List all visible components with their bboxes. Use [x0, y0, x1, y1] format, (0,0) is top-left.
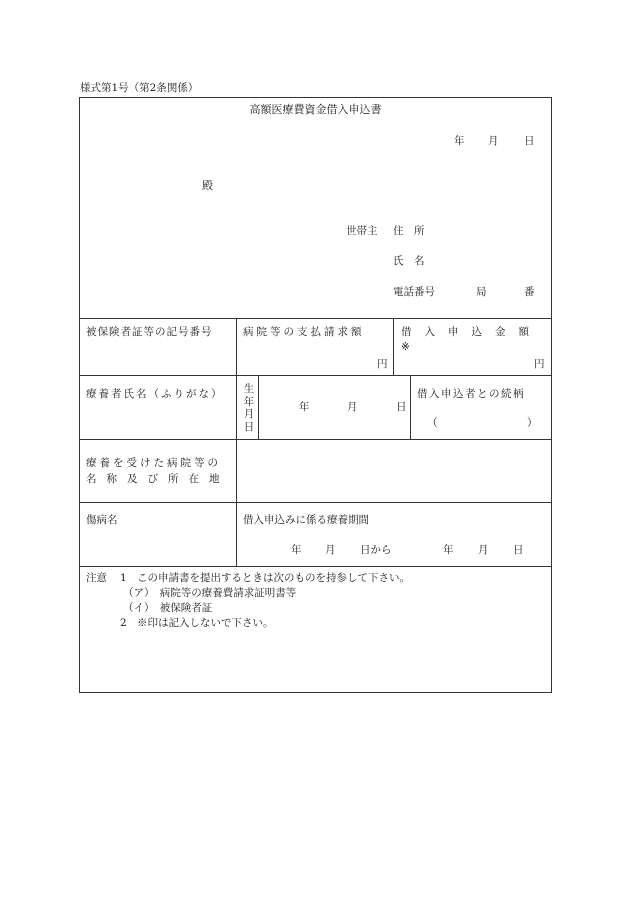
- form-title: 高額医療費資金借入申込書: [249, 103, 382, 116]
- relationship-paren-open: （: [427, 417, 438, 429]
- col-separator-birth: [258, 375, 259, 440]
- date-month: 月: [488, 135, 499, 147]
- period-from-month: 月: [325, 544, 336, 556]
- row-separator-2: [79, 375, 552, 376]
- birth-label-char: 年: [243, 395, 255, 408]
- col-separator-row1: [393, 318, 394, 376]
- hospital-name-label-line2: 名称及び所在地: [86, 473, 230, 485]
- note-1b: （イ） 被保険者証: [123, 602, 213, 614]
- date-year: 年: [454, 135, 465, 147]
- loan-yen-unit: 円: [534, 358, 545, 370]
- period-from-year: 年: [291, 544, 302, 556]
- col-separator-row2: [410, 375, 411, 440]
- hospital-name-label-line1: 療養を受けた病院等の: [86, 457, 221, 469]
- household-head-label: 世帯主: [346, 225, 378, 237]
- birth-date-label: [242, 383, 256, 433]
- phone-number-label: 番: [524, 286, 535, 298]
- office-use-mark: ※: [401, 341, 410, 353]
- billing-yen-unit: 円: [377, 358, 388, 370]
- birth-label-char: 月: [243, 408, 255, 420]
- note-1-number: 1: [120, 572, 127, 584]
- period-from-day: 日から: [360, 544, 392, 556]
- note-1a: （ア） 病院等の療養費請求証明書等: [123, 587, 297, 599]
- phone-label: 電話番号: [393, 286, 435, 298]
- birth-label-char: 日: [243, 420, 255, 433]
- relationship-label: 借入申込者との続柄: [417, 388, 525, 400]
- treatment-period-label: 借入申込みに係る療養期間: [243, 514, 369, 526]
- note-2-number: 2: [120, 617, 127, 629]
- date-day: 日: [524, 135, 535, 147]
- period-to-year: 年: [443, 544, 454, 556]
- name-label: 氏 名: [393, 255, 425, 267]
- birth-label-char: 生: [243, 383, 255, 395]
- col-separator-main: [236, 318, 237, 566]
- frame-right: [551, 97, 552, 693]
- frame-top: [79, 97, 552, 98]
- insurance-number-label: 被保険者証等の記号番号: [86, 326, 213, 338]
- birth-day: 日: [396, 401, 407, 413]
- frame-bottom: [79, 692, 552, 693]
- note-2-text: ※印は記入しないで下さい。: [137, 617, 274, 629]
- frame-left: [79, 97, 80, 693]
- notes-heading: 注意: [86, 572, 107, 584]
- row-separator-5: [79, 566, 552, 567]
- row-separator-3: [79, 439, 552, 440]
- address-label: 住 所: [393, 225, 425, 237]
- period-to-month: 月: [478, 544, 489, 556]
- row-separator-4: [79, 502, 552, 503]
- loan-amount-label: 借入申込金額: [401, 326, 542, 338]
- form-number: 様式第1号（第2条関係）: [80, 82, 199, 94]
- disease-label: 傷病名: [86, 514, 118, 526]
- patient-name-label: 療養者氏名（ふりがな）: [86, 388, 224, 400]
- birth-month: 月: [347, 401, 358, 413]
- relationship-paren-close: ）: [527, 417, 538, 429]
- period-to-day: 日: [513, 544, 524, 556]
- row-separator-1: [79, 318, 552, 319]
- hospital-billing-label: 病院等の支払請求額: [243, 326, 365, 338]
- addressee-suffix: 殿: [202, 179, 213, 192]
- birth-year: 年: [299, 401, 310, 413]
- phone-exchange-label: 局: [476, 286, 487, 298]
- note-1-text: この申請書を提出するときは次のものを持参して下さい。: [137, 572, 410, 584]
